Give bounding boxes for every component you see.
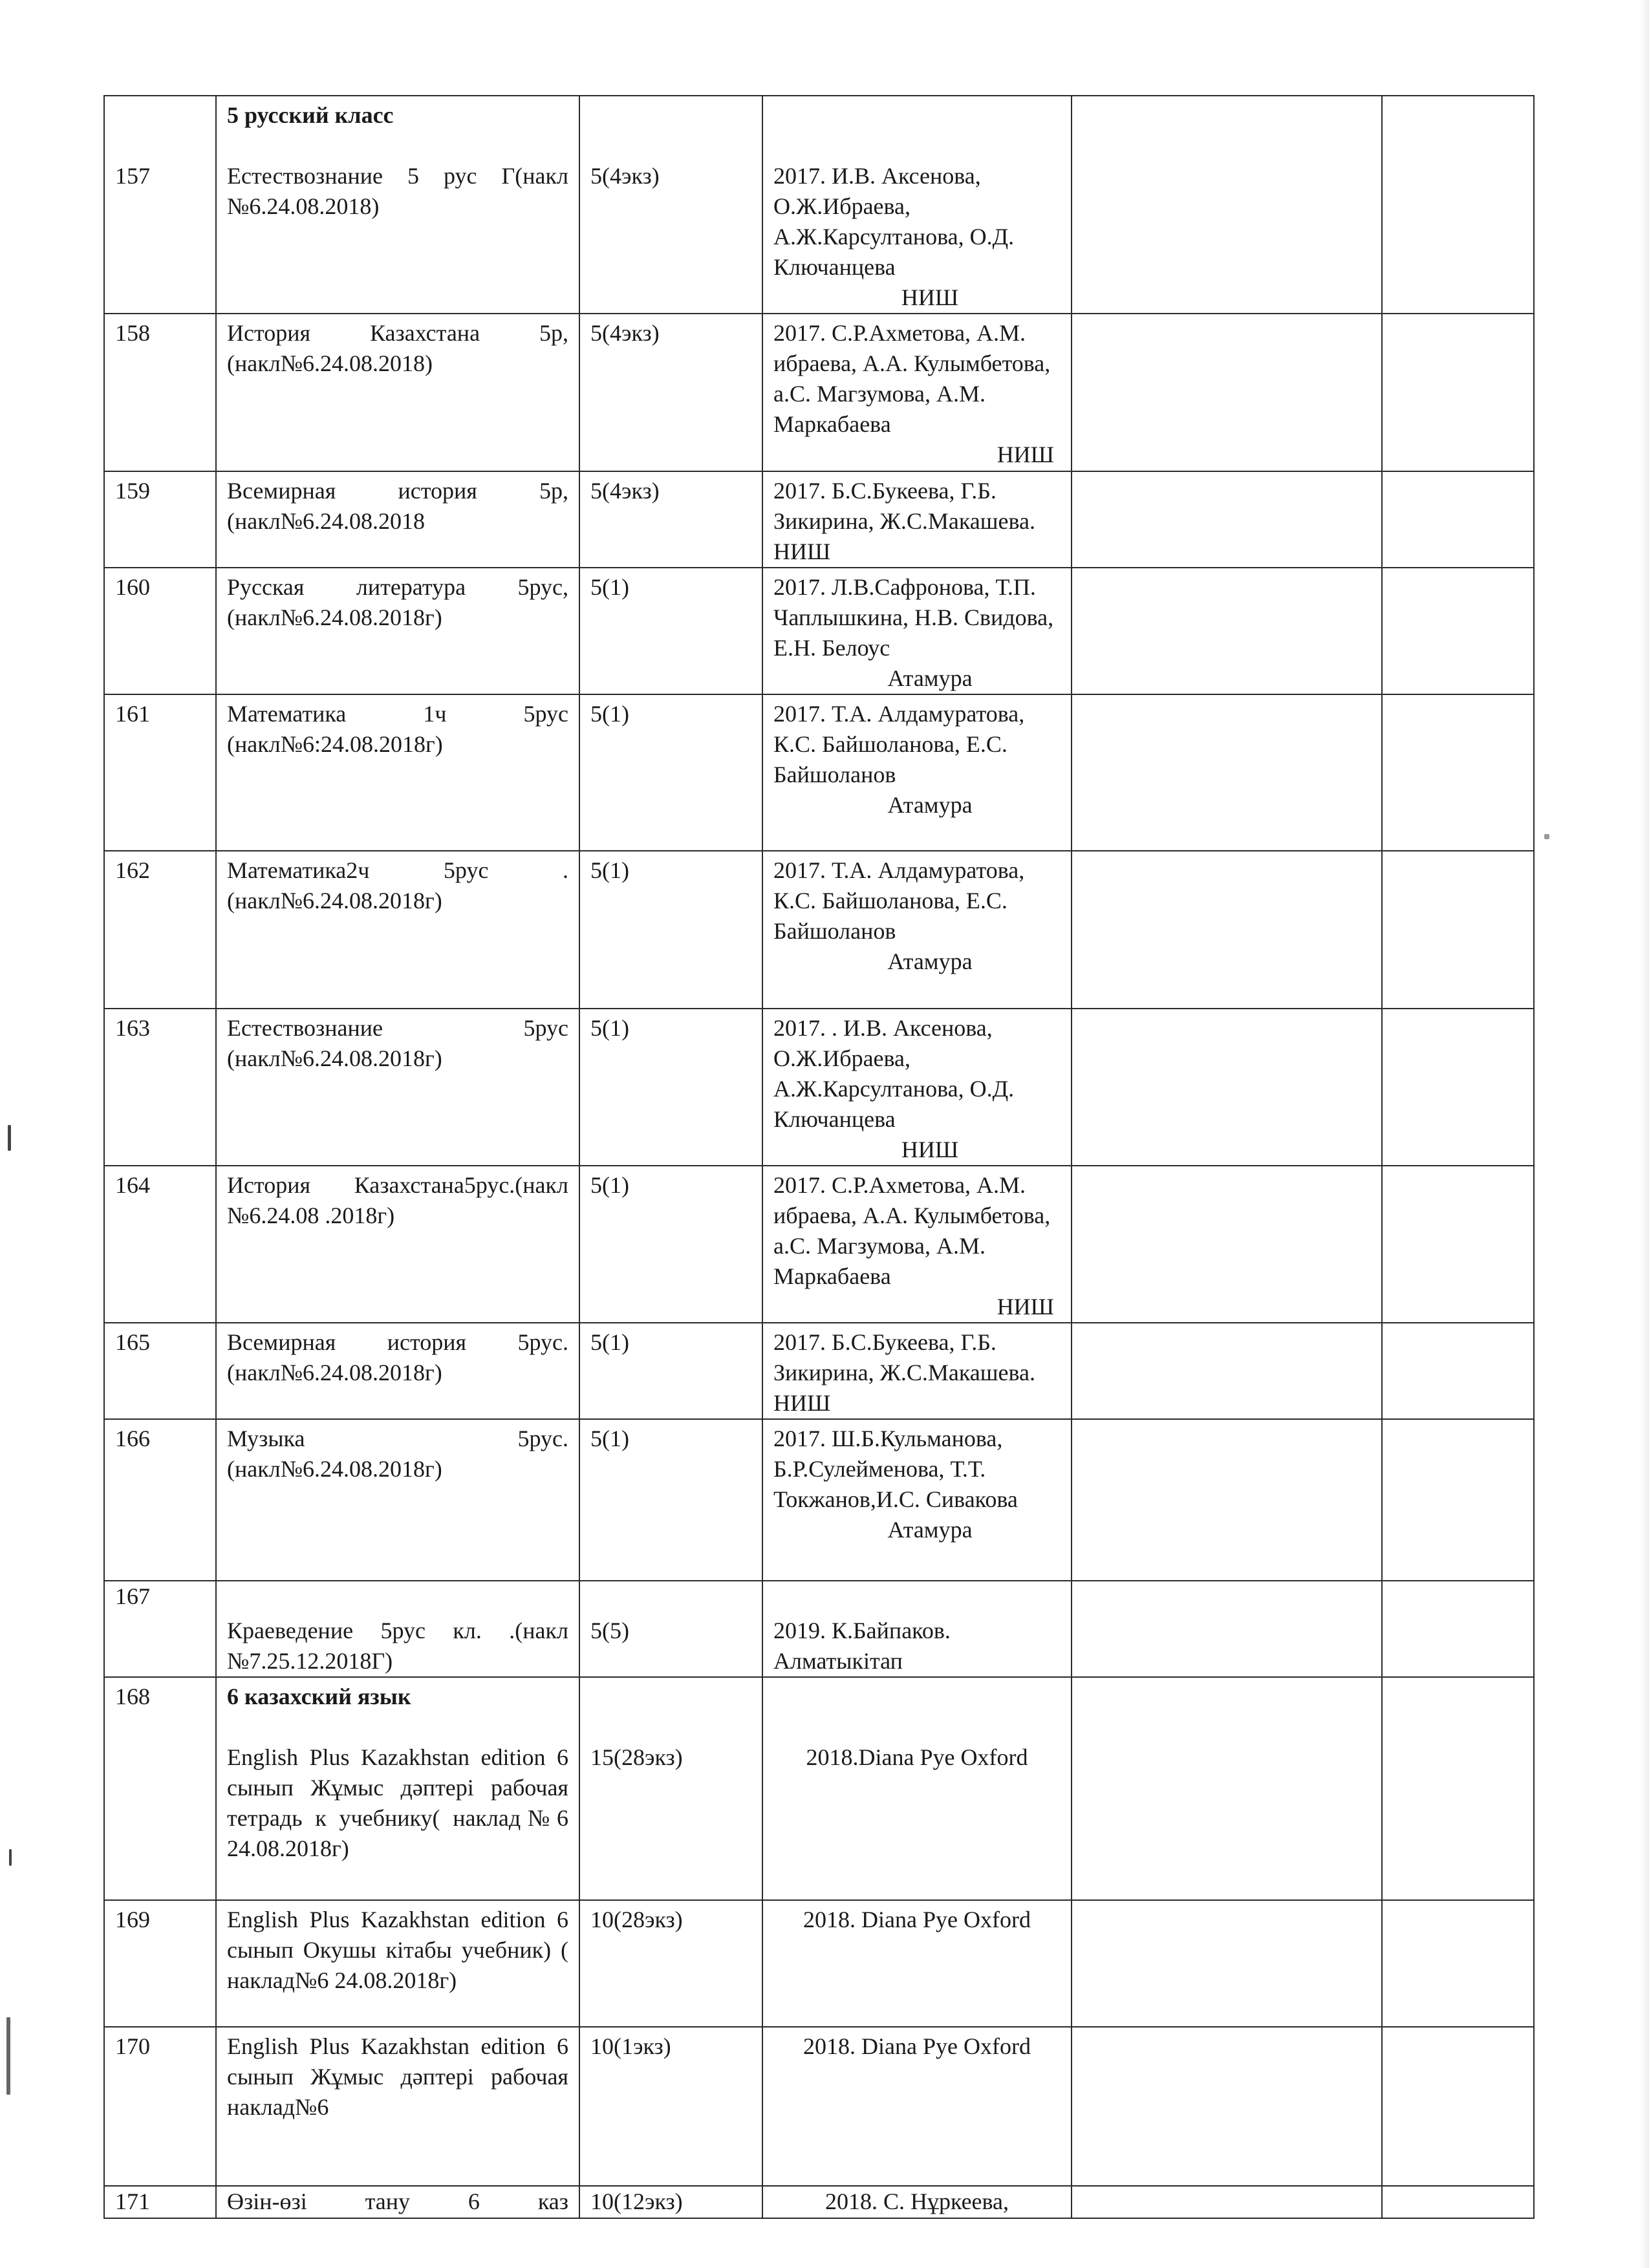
empty-cell [1382, 1900, 1534, 2027]
quantity: 5(1) [579, 851, 762, 1009]
row-number: 164 [104, 1166, 216, 1323]
publisher: Атамура [887, 792, 973, 818]
row-number: 162 [104, 851, 216, 1009]
empty-cell [1382, 314, 1534, 471]
publisher: НИШ [773, 539, 831, 564]
row-number: 158 [104, 314, 216, 471]
publisher: НИШ [901, 1137, 959, 1162]
publisher: Атамура [887, 1517, 973, 1543]
empty-cell [1072, 96, 1382, 314]
table-row [104, 694, 1534, 851]
publisher: Атамура [887, 665, 973, 691]
book-title: Русская литература 5рус, (накл№6.24.08.2018г) [216, 568, 579, 694]
author-year: 2017. Т.А. Алдамуратова, К.С. Байшоланова, Е.С. Байшоланов Атамура [762, 694, 1072, 851]
table-row [104, 314, 1534, 471]
scan-speck [6, 2017, 10, 2095]
book-title: Математика 1ч 5рус (накл№6:24.08.2018г) [216, 694, 579, 851]
quantity: 5(4экз) [579, 96, 762, 314]
book-title: 5 русский класс Естествознание 5 рус Г(накл №6.24.08.2018) [216, 96, 579, 314]
empty-cell [1072, 851, 1382, 1009]
empty-cell [1382, 471, 1534, 568]
quantity: 5(1) [579, 1166, 762, 1323]
quantity: 5(1) [579, 1323, 762, 1419]
row-number: 169 [104, 1900, 216, 2027]
empty-cell [1382, 851, 1534, 1009]
scan-speck [8, 1125, 11, 1151]
quantity: 5(4экз) [579, 471, 762, 568]
author-year: 2017. С.Р.Ахметова, А.М. ибраева, А.А. Кулымбетова, а.С. Магзумова, А.М. Маркабаева НИШ [762, 314, 1072, 471]
publisher: НИШ [773, 1390, 831, 1416]
row-number: 167 [104, 1581, 216, 1677]
quantity: 5(1) [579, 1009, 762, 1166]
quantity: 10(28экз) [579, 1900, 762, 2027]
book-title: Музыка 5рус. (накл№6.24.08.2018г) [216, 1419, 579, 1581]
scan-edge [1640, 0, 1649, 2268]
row-number: 165 [104, 1323, 216, 1419]
empty-cell [1072, 314, 1382, 471]
empty-cell [1382, 2027, 1534, 2186]
author-year: 2017. Т.А. Алдамуратова, К.С. Байшоланова, Е.С. Байшоланов Атамура [762, 851, 1072, 1009]
author-year: 2017. Ш.Б.Кульманова, Б.Р.Сулейменова, Т.Т. Токжанов,И.С. Сивакова Атамура [762, 1419, 1072, 1581]
table-row [104, 851, 1534, 1009]
empty-cell [1072, 1900, 1382, 2027]
empty-cell [1072, 568, 1382, 694]
quantity: 15(28экз) [579, 1677, 762, 1900]
table-row [104, 1677, 1534, 1900]
table-row [104, 2186, 1534, 2218]
row-number: 168 [104, 1677, 216, 1900]
author-year: 2017. С.Р.Ахметова, А.М. ибраева, А.А. Кулымбетова, а.С. Магзумова, А.М. Маркабаева НИШ [762, 1166, 1072, 1323]
row-number: 161 [104, 694, 216, 851]
empty-cell [1072, 1581, 1382, 1677]
author-year: 2019. К.Байпаков. Алматыкітап [762, 1581, 1072, 1677]
empty-cell [1382, 1166, 1534, 1323]
row-number: 160 [104, 568, 216, 694]
empty-cell [1072, 1323, 1382, 1419]
empty-cell [1382, 1581, 1534, 1677]
author-year: 2018.Diana Pye Oxford [762, 1677, 1072, 1900]
row-number: 157 [104, 96, 216, 314]
row-number: 159 [104, 471, 216, 568]
table-row [104, 1581, 1534, 1677]
empty-cell [1072, 471, 1382, 568]
author-year: 2018. Diana Pye Oxford [762, 1900, 1072, 2027]
book-title: Естествознание 5рус (накл№6.24.08.2018г) [216, 1009, 579, 1166]
empty-cell [1382, 96, 1534, 314]
empty-cell [1072, 1009, 1382, 1166]
table-row [104, 1323, 1534, 1419]
row-number: 166 [104, 1419, 216, 1581]
row-number: 170 [104, 2027, 216, 2186]
publisher: НИШ [997, 1294, 1054, 1320]
book-title: Математика2ч 5рус . (накл№6.24.08.2018г) [216, 851, 579, 1009]
publisher: НИШ [901, 284, 959, 310]
table-row [104, 568, 1534, 694]
author-year: 2017. И.В. Аксенова, О.Ж.Ибраева, А.Ж.Карсултанова, О.Д. Ключанцева НИШ [762, 96, 1072, 314]
row-number: 163 [104, 1009, 216, 1166]
table-row [104, 1009, 1534, 1166]
section-heading: 6 казахский язык [227, 1684, 411, 1709]
empty-cell [1382, 2186, 1534, 2218]
book-title: История Казахстана 5р, (накл№6.24.08.2018) [216, 314, 579, 471]
author-year: 2018. Diana Pye Oxford [762, 2027, 1072, 2186]
quantity: 5(1) [579, 568, 762, 694]
empty-cell [1382, 1419, 1534, 1581]
book-title: Всемирная история 5рус.(накл№6.24.08.2018г) [216, 1323, 579, 1419]
table-row [104, 471, 1534, 568]
author-year: 2017. Б.С.Букеева, Г.Б. Зикирина, Ж.С.Макашева. НИШ [762, 1323, 1072, 1419]
empty-cell [1382, 568, 1534, 694]
empty-cell [1382, 1009, 1534, 1166]
empty-cell [1382, 694, 1534, 851]
quantity: 5(4экз) [579, 314, 762, 471]
quantity: 5(1) [579, 694, 762, 851]
empty-cell [1072, 1677, 1382, 1900]
scan-speck [1544, 834, 1549, 839]
author-year: 2017. Б.С.Букеева, Г.Б. Зикирина, Ж.С.Макашева. НИШ [762, 471, 1072, 568]
table-row [104, 96, 1534, 314]
scan-speck [9, 1849, 12, 1866]
book-title: Краеведение 5рус кл. .(накл №7.25.12.2018Г) [216, 1581, 579, 1677]
quantity: 5(5) [579, 1581, 762, 1677]
empty-cell [1382, 1677, 1534, 1900]
book-title: Всемирная история 5р, (накл№6.24.08.2018 [216, 471, 579, 568]
book-title: English Plus Kazakhstan edition 6 сынып Жұмыс дәптері рабочая наклад№6 [216, 2027, 579, 2186]
book-title: 6 казахский язык English Plus Kazakhstan edition 6 сынып Жұмыс дәптері рабочая тетрадь к учебнику( наклад№6 24.08.2018г) [216, 1677, 579, 1900]
author-year: 2018. С. Нұркеева, [762, 2186, 1072, 2218]
table-row [104, 1900, 1534, 2027]
textbook-inventory-table [103, 95, 1535, 2219]
book-title: English Plus Kazakhstan edition 6 сынып Окушы кітабы учебник) ( наклад№6 24.08.2018г) [216, 1900, 579, 2027]
publisher: Атамура [887, 948, 973, 974]
quantity: 10(12экз) [579, 2186, 762, 2218]
author-year: 2017. Л.В.Сафронова, Т.П. Чаплышкина, Н.В. Свидова, Е.Н. Белоус Атамура [762, 568, 1072, 694]
table-row [104, 1419, 1534, 1581]
row-number: 171 [104, 2186, 216, 2218]
empty-cell [1072, 2186, 1382, 2218]
book-title: История Казахстана5рус.(накл№6.24.08 .2018г) [216, 1166, 579, 1323]
table-row [104, 1166, 1534, 1323]
quantity: 10(1экз) [579, 2027, 762, 2186]
quantity: 5(1) [579, 1419, 762, 1581]
section-heading: 5 русский класс [227, 102, 394, 128]
empty-cell [1072, 694, 1382, 851]
publisher: НИШ [997, 442, 1054, 467]
author-year: 2017. . И.В. Аксенова, О.Ж.Ибраева, А.Ж.Карсултанова, О.Д. Ключанцева НИШ [762, 1009, 1072, 1166]
empty-cell [1072, 1166, 1382, 1323]
empty-cell [1382, 1323, 1534, 1419]
empty-cell [1072, 2027, 1382, 2186]
table-row [104, 2027, 1534, 2186]
empty-cell [1072, 1419, 1382, 1581]
book-title: Өзін-өзі тану 6 каз [216, 2186, 579, 2218]
